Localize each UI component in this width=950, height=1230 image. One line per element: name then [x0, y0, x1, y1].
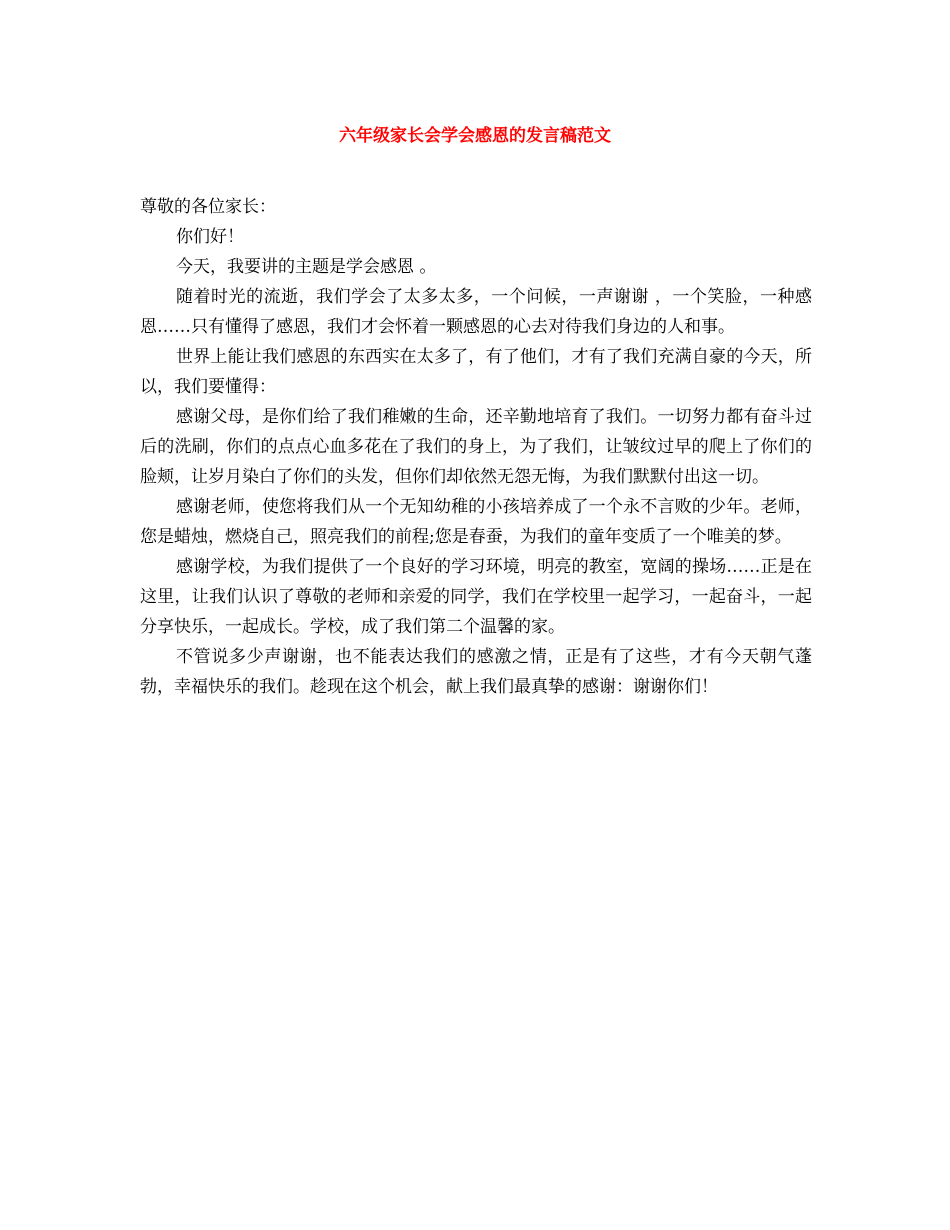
paragraph: 随着时光的流逝，我们学会了太多太多，一个问候，一声谢谢 ，一个笑脸，一种感恩……只有懂得了感恩，我们才会怀着一颗感恩的心去对待我们身边的人和事。 [140, 287, 812, 337]
paragraph: 感谢学校，为我们提供了一个良好的学习环境，明亮的教室，宽阔的操场……正是在这里，让我们认识了尊敬的老师和亲爱的同学，我们在学校里一起学习，一起奋斗，一起分享快乐，一起成长。学校，成了我们第二个温馨的家。 [140, 557, 812, 637]
paragraph: 你们好！ [176, 227, 244, 247]
salutation: 尊敬的各位家长： [140, 197, 276, 217]
paragraph: 感谢父母，是你们给了我们稚嫩的生命，还辛勤地培育了我们。一切努力都有奋斗过后的洗刷，你们的点点心血多花在了我们的身上，为了我们，让皱纹过早的爬上了你们的脸颊，让岁月染白了你们的头发，但你们却依然无怨无悔，为我们默默付出这一切。 [140, 407, 812, 487]
paragraph: 世界上能让我们感恩的东西实在太多了，有了他们，才有了我们充满自豪的今天，所以，我们要懂得： [140, 347, 812, 397]
paragraph: 不管说多少声谢谢，也不能表达我们的感激之情，正是有了这些，才有今天朝气蓬勃，幸福快乐的我们。趁现在这个机会，献上我们最真挚的感谢：谢谢你们！ [140, 647, 812, 697]
paragraph: 今天，我要讲的主题是学会感恩 。 [176, 257, 437, 277]
document-body [140, 192, 812, 702]
paragraph: 感谢老师，使您将我们从一个无知幼稚的小孩培养成了一个永不言败的少年。老师，您是蜡烛，燃烧自己，照亮我们的前程;您是春蚕，为我们的童年变质了一个唯美的梦。 [140, 497, 812, 547]
document-title: 六年级家长会学会感恩的发言稿范文 [339, 126, 611, 146]
